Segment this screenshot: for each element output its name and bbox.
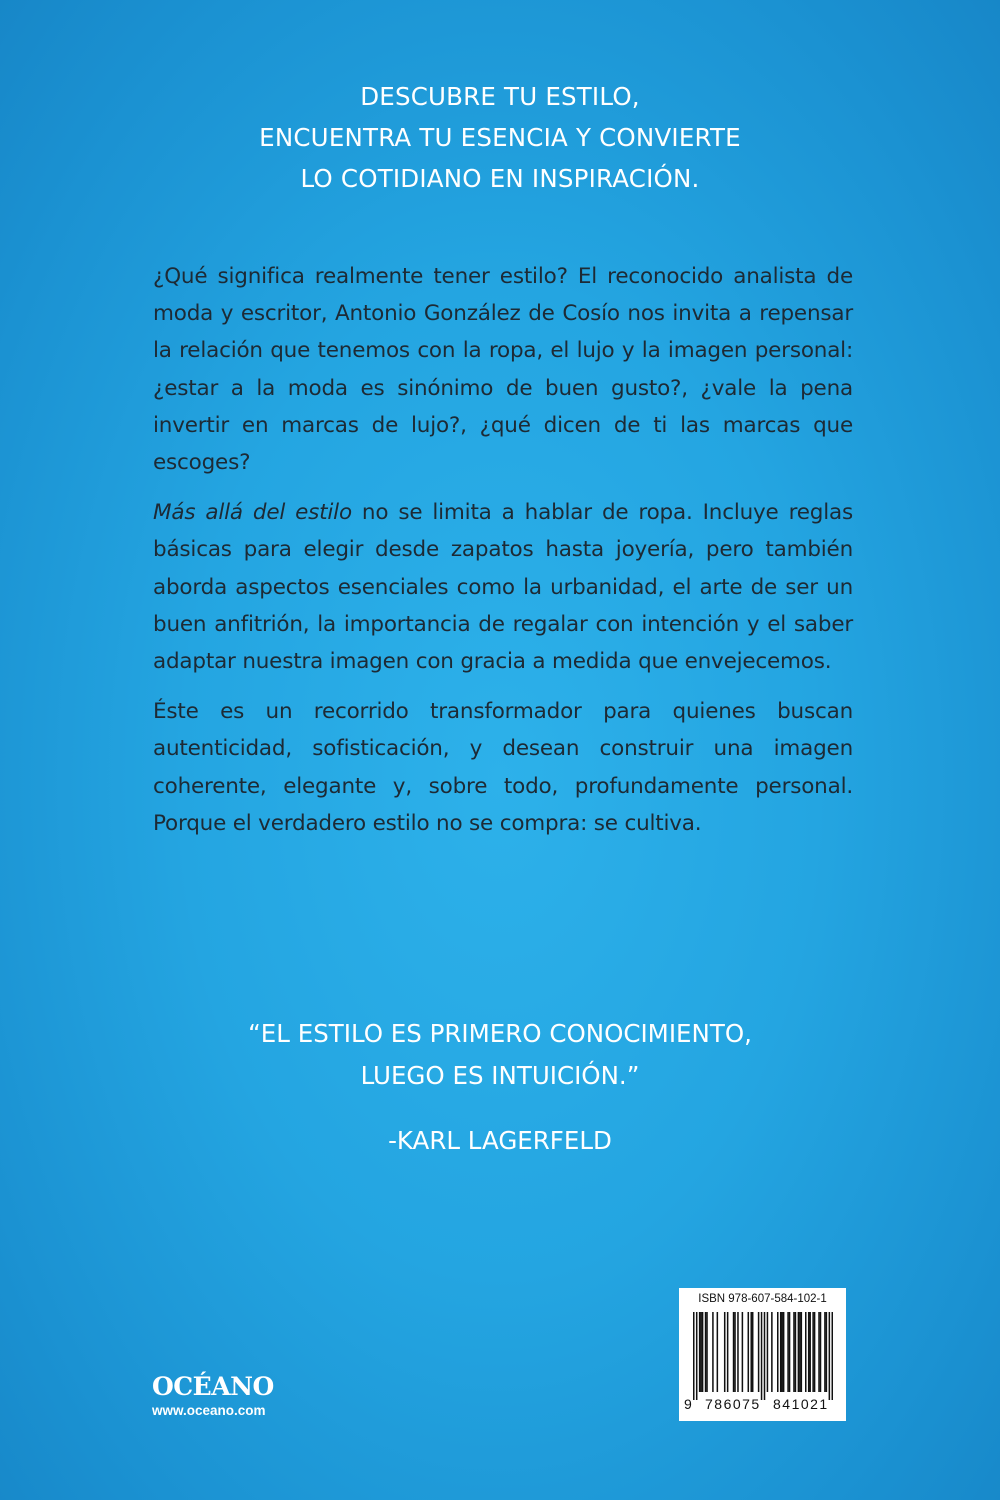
back-cover-blurb	[153, 258, 853, 855]
barcode-bar	[737, 1312, 739, 1392]
tagline	[0, 76, 1000, 199]
barcode-bar	[742, 1312, 744, 1392]
quote-author: -KARL LAGERFELD	[388, 1126, 612, 1155]
barcode-bar	[696, 1312, 698, 1400]
barcode-bar	[712, 1312, 714, 1392]
barcode-digits-right: 841021	[773, 1396, 829, 1412]
barcode-bar	[780, 1312, 782, 1392]
barcode-bar	[724, 1312, 726, 1392]
barcode-bar	[750, 1312, 752, 1392]
isbn-barcode	[679, 1288, 846, 1421]
tagline-line-2: ENCUENTRA TU ESENCIA Y CONVIERTE	[259, 123, 741, 152]
barcode-bar	[781, 1312, 783, 1392]
barcode-bar	[761, 1312, 763, 1400]
barcode-bar	[808, 1312, 810, 1392]
barcode-bar	[752, 1312, 754, 1392]
barcode-bar	[801, 1312, 803, 1392]
barcode-digits	[679, 1396, 846, 1416]
barcode-bar	[795, 1312, 797, 1392]
barcode-icon	[693, 1312, 833, 1400]
blurb-paragraph-2-text: no se limita a hablar de ropa. Incluye reglas básicas para elegir desde zapatos hasta joyería, pero también aborda aspectos esenciales como la urbanidad, el arte de ser un buen anfitrión, la importancia de regalar con intención y el saber adaptar nuestra imagen con gracia a medida que envejecemos.	[153, 500, 853, 675]
barcode-bar	[799, 1312, 801, 1392]
barcode-bar	[787, 1312, 789, 1392]
barcode-bar	[733, 1312, 735, 1392]
barcode-bar	[809, 1312, 811, 1392]
isbn-label: ISBN 978-607-584-102-1	[698, 1293, 827, 1305]
publisher-block	[152, 1372, 274, 1418]
barcode-bar	[700, 1312, 702, 1392]
barcode-bar	[832, 1312, 833, 1400]
barcode-bar	[767, 1312, 769, 1392]
barcode-bar	[777, 1312, 779, 1392]
barcode-bar	[805, 1312, 807, 1392]
blurb-paragraph-1: ¿Qué significa realmente tener estilo? El reconocido analista de moda y escritor, Antonio González de Cosío nos invita a repensar la relación que tenemos con la ropa, el lujo y la imagen personal: ¿estar a la moda es sinónimo de buen gusto?, ¿vale la pena invertir en marcas de lujo?, ¿qué dicen de ti las marcas que escoges?	[153, 264, 853, 476]
barcode-bar	[829, 1312, 831, 1400]
blurb-paragraph-3: Éste es un recorrido transformador para quienes buscan autenticidad, sofisticación, y desean construir una imagen coherente, elegante y, sobre todo, profundamente personal. Porque el verdadero estilo no se compra: se cultiva.	[153, 699, 853, 836]
barcode-bar	[814, 1312, 816, 1392]
barcode-bar	[793, 1312, 795, 1392]
publisher-url: www.oceano.com	[152, 1403, 266, 1418]
barcode-digit-first: 9	[684, 1396, 692, 1412]
barcode-bar	[699, 1312, 701, 1392]
barcode-bar	[798, 1312, 800, 1392]
barcode-bar	[706, 1312, 708, 1392]
blurb-paragraph-2	[153, 494, 853, 680]
barcode-bar	[789, 1312, 791, 1392]
barcode-bar	[758, 1312, 760, 1392]
barcode-bar	[812, 1312, 814, 1392]
barcode-bar	[693, 1312, 695, 1400]
barcode-bar	[727, 1312, 729, 1392]
barcode-digits-left: 786075	[705, 1396, 761, 1412]
quote-block	[0, 1013, 1000, 1162]
barcode-bar	[748, 1312, 750, 1392]
barcode-bar	[717, 1312, 719, 1392]
quote-line-1: “EL ESTILO ES PRIMERO CONOCIMIENTO,	[248, 1019, 752, 1048]
quote-line-2: LUEGO ES INTUICIÓN.”	[360, 1061, 640, 1090]
barcode-bar	[702, 1312, 704, 1392]
tagline-line-1: DESCUBRE TU ESTILO,	[360, 82, 640, 111]
barcode-bar	[820, 1312, 822, 1392]
tagline-line-3: LO COTIDIANO EN INSPIRACIÓN.	[300, 164, 700, 193]
barcode-bar	[771, 1312, 773, 1392]
barcode-bar	[764, 1312, 766, 1400]
barcode-bar	[783, 1312, 785, 1392]
barcode-bar	[705, 1312, 707, 1392]
book-title-italic: Más allá del estilo	[153, 500, 352, 526]
barcode-bar	[818, 1312, 820, 1392]
publisher-logo: OCÉANO	[152, 1372, 274, 1401]
barcode-bar	[734, 1312, 736, 1392]
barcode-bar	[826, 1312, 828, 1392]
barcode-bar	[824, 1312, 826, 1392]
